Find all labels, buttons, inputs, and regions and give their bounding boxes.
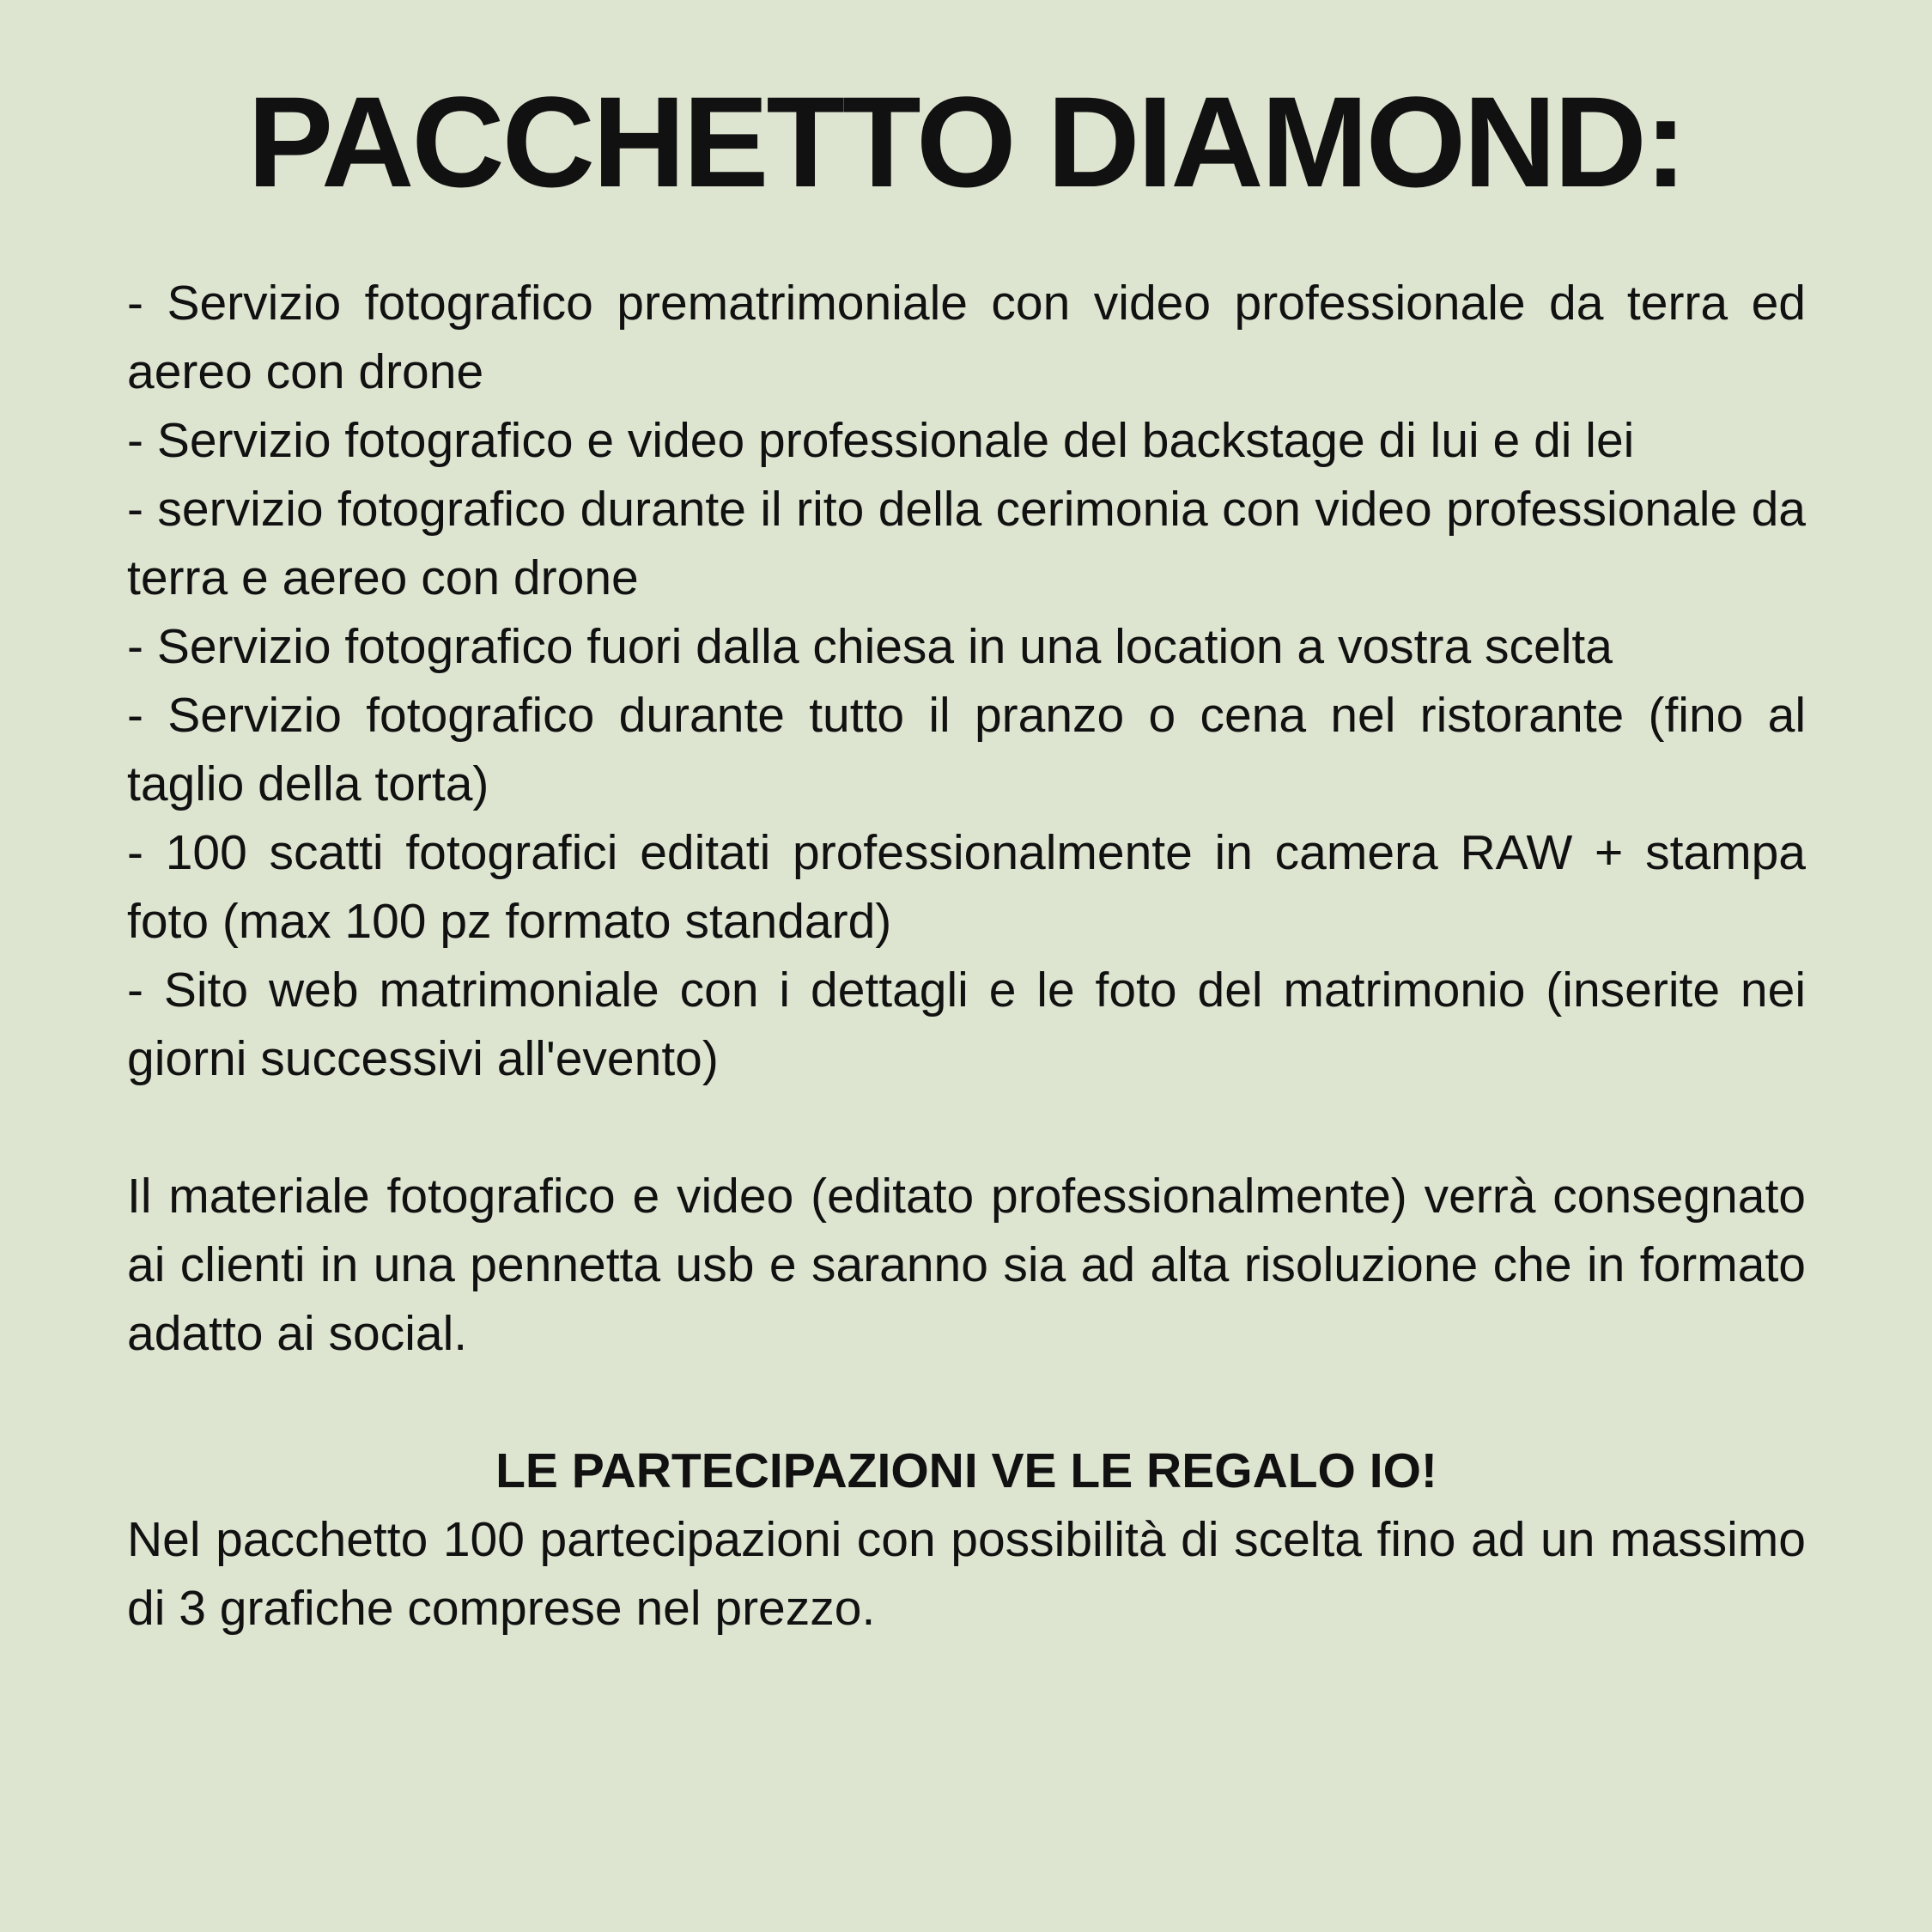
service-item-backstage: - Servizio fotografico e video professionale del backstage di lui e di lei [127,413,1635,468]
service-item-website: - Sito web matrimoniale con i dettagli e le foto del matrimonio (inserite nei giorni successivi all'evento) [127,963,1806,1086]
delivery-paragraph: Il materiale fotografico e video (editato professionalmente) verrà consegnato ai clienti in una pennetta usb e saranno sia ad alta risoluzione che in formato adatto ai social. [127,1169,1806,1361]
section-spacer [127,1093,1806,1162]
service-item-edited-photos: - 100 scatti fotografici editati professionalmente in camera RAW + stampa foto (max 100 pz formato standard) [127,825,1806,949]
service-item-location: - Servizio fotografico fuori dalla chiesa in una location a vostra scelta [127,619,1613,674]
gift-paragraph: Nel pacchetto 100 partecipazioni con possibilità di scelta fino ad un massimo di 3 grafiche comprese nel prezzo. [127,1512,1806,1636]
service-item-prewedding: - Servizio fotografico prematrimoniale con video professionale da terra ed aereo con drone [127,276,1806,399]
package-content [127,269,1806,1643]
service-item-reception: - Servizio fotografico durante tutto il pranzo o cena nel ristorante (fino al taglio della torta) [127,688,1806,811]
section-spacer [127,1368,1806,1437]
service-item-ceremony: - servizio fotografico durante il rito della cerimonia con video professionale da terra e aereo con drone [127,482,1806,605]
gift-heading: LE PARTECIPAZIONI VE LE REGALO IO! [495,1443,1437,1498]
services-list [127,269,1806,1093]
page-title: PACCHETTO DIAMOND: [247,70,1685,214]
